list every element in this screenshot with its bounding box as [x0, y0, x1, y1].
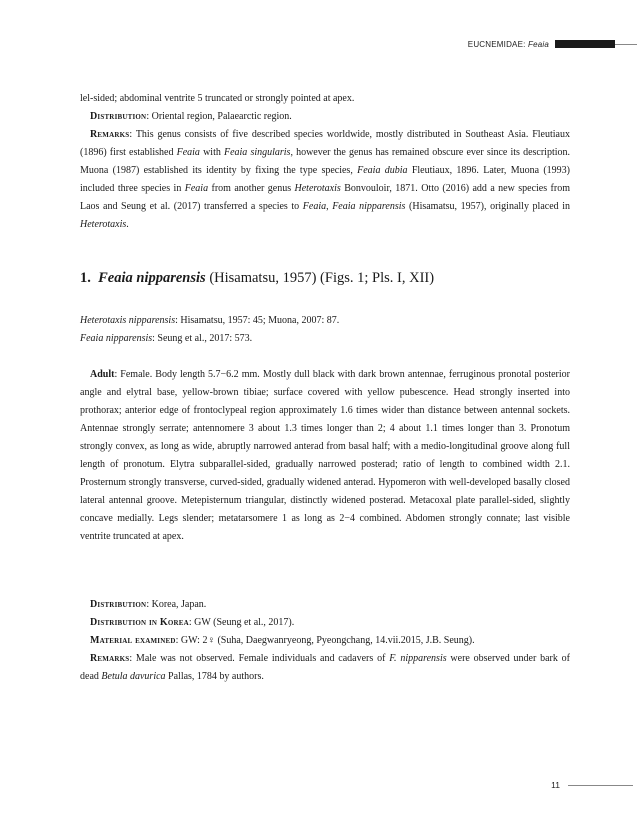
page-footer — [551, 780, 560, 790]
distribution-in-korea: Distribution in Korea: GW (Seung et al., 2017). — [90, 617, 295, 628]
species-number: 1. — [80, 270, 91, 286]
genus-remarks: Remarks: This genus consists of five described species worldwide, mostly distributed in Southeast Asia. Fleutiaux (1896) first established Feaia with Feaia singularis, however the genus has remained obscure ever since its description. Muona (1987) established its identity by fixing the type species, Feaia dubia Fleutiaux, 1896. Later, Muona (1993) included three species in Feaia from another genus Heterotaxis Bonvouloir, 1871. Otto (2016) add a new species from Laos and Seung et al. (2017) transferred a species to Feaia, Feaia nipparensis (Hisamatsu, 1957), originally placed in Heterotaxis. — [80, 129, 571, 230]
running-head — [468, 38, 637, 50]
adult-text: : Female. Body length 5.7−6.2 mm. Mostly dull black with dark brown antennae, ferruginous pronotal posterior angle and elytral base, yellow-brown tibiae; surface covered with yellow pubescence. Head strongly inserted into prothorax; anterior edge of frontoclypeal region approximately 1.6 times wider than distance between antennal sockets. Antennae strongly serrate; antennomere 3 about 1.3 times longer than 2; 4 about 1.1 times longer than 3. Pronotum strongly convex, as long as wide, abruptly narrowed anterad from basal half; with a medio-longitudinal groove along full length of pronotum. Elytra subparallel-sided, gradually narrowed posterad; ratio of length to combined width 2.1. Prosternum strongly transverse, curved-sided, gradually widened anterad. Hypomeron with well-developed basally closed lateral antennal groove. Metepisternum triangular, distinctly widened posterad. Metacoxal plate parallel-sided, slightly concave medially. Legs slender; metatarsomere 1 as long as 2−4 combined. Abdomen strongly connate; last visible ventrite truncated at apex. — [80, 369, 570, 542]
material-examined: Material examined: GW: 2♀ (Suha, Daegwanryeong, Pyeongchang, 14.vii.2015, J.B. Seung). — [90, 635, 475, 646]
page-number: 11 — [551, 780, 560, 790]
species-distribution: Distribution: Korea, Japan. — [90, 599, 207, 610]
genus-distribution: Distribution: Oriental region, Palaearctic region. — [90, 111, 292, 122]
species-info-block — [80, 596, 570, 686]
running-head-bar — [555, 40, 615, 48]
continued-line: lel-sided; abdominal ventrite 5 truncated or strongly pointed at apex. — [80, 93, 355, 104]
synonymy-list — [80, 312, 570, 348]
species-heading — [80, 268, 434, 288]
species-name: Feaia nipparensis — [98, 270, 206, 286]
synonym-entry: Feaia nipparensis: Seung et al., 2017: 573. — [80, 333, 253, 344]
genus-text-block — [80, 90, 570, 234]
adult-description — [80, 366, 570, 546]
species-remarks: Remarks: Male was not observed. Female individuals and cadavers of F. nipparensis were observed under bark of dead Betula davurica Pallas, 1784 by authors. — [80, 653, 570, 682]
running-head-rule — [615, 44, 637, 45]
footer-rule — [568, 785, 633, 786]
species-author: (Hisamatsu, 1957) (Figs. 1; Pls. I, XII) — [205, 270, 435, 286]
adult-label: Adult — [90, 369, 115, 380]
running-head-text: EUCNEMIDAE: Feaia — [467, 39, 549, 49]
synonym-entry: Heterotaxis nipparensis: Hisamatsu, 1957: 45; Muona, 2007: 87. — [80, 315, 340, 326]
